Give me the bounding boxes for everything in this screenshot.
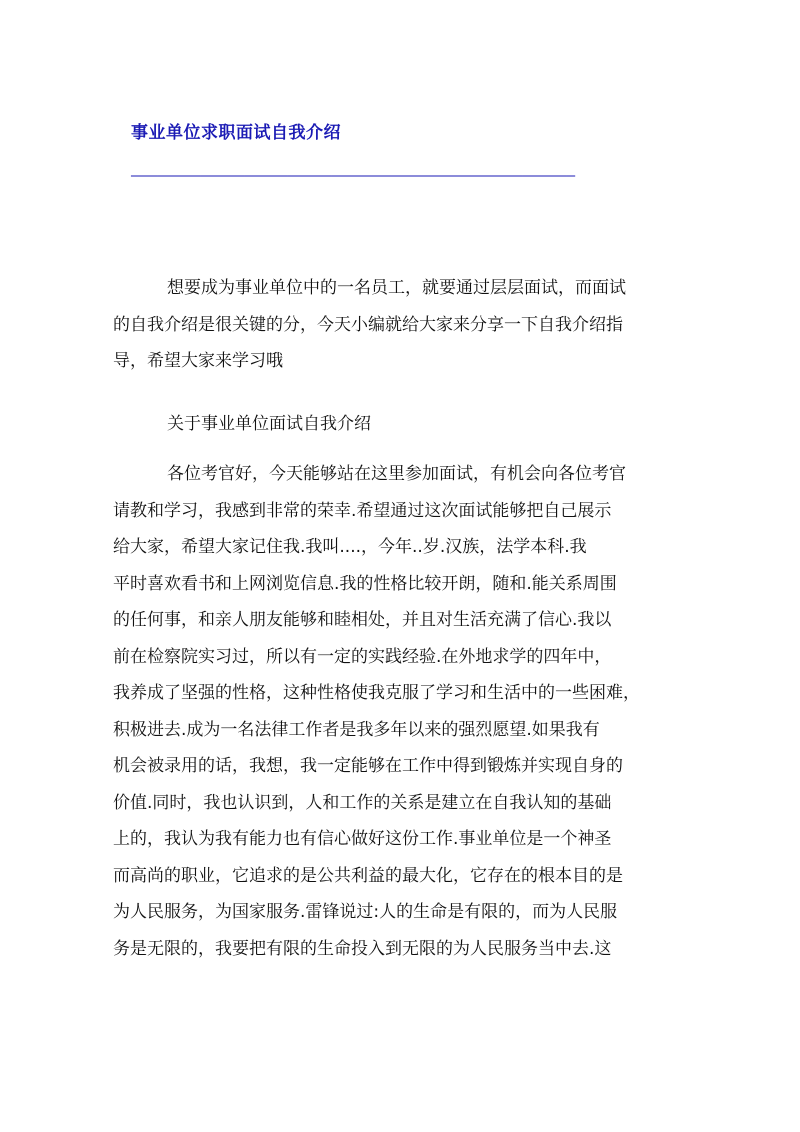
body-line: 给大家，希望大家记住我.我叫....，今年..岁.汉族，法学本科.我	[113, 537, 587, 557]
body-line: 请教和学习，我感到非常的荣幸.希望通过这次面试能够把自己展示	[113, 500, 612, 521]
body-line: 而高尚的职业，它追求的是公共利益的最大化，它存在的根本目的是	[113, 865, 623, 886]
section-heading: 关于事业单位面试自我介绍	[167, 414, 371, 434]
intro-line: 想要成为事业单位中的一名员工，就要通过层层面试，而面试	[167, 278, 626, 298]
title-separator: ———————————————————————————————————————————————————	[131, 168, 575, 185]
intro-line: 导，希望大家来学习哦	[113, 351, 283, 371]
body-line: 价值.同时，我也认识到，人和工作的关系是建立在自我认知的基础	[113, 792, 612, 813]
body-line: 平时喜欢看书和上网浏览信息.我的性格比较开朗，随和.能关系周围	[113, 573, 617, 594]
body-line: 前在检察院实习过，所以有一定的实践经验.在外地求学的四年中，	[113, 646, 612, 667]
body-line: 积极进去.成为一名法律工作者是我多年以来的强烈愿望.如果我有	[113, 719, 600, 740]
body-line: 的任何事，和亲人朋友能够和睦相处，并且对生活充满了信心.我以	[113, 610, 612, 630]
document-title: 事业单位求职面试自我介绍	[131, 123, 341, 143]
body-line: 机会被录用的话，我想，我一定能够在工作中得到锻炼并实现自身的	[113, 756, 623, 776]
body-line: 各位考官好，今天能够站在这里参加面试，有机会向各位考官	[167, 464, 626, 484]
intro-line: 的自我介绍是很关键的分，今天小编就给大家来分享一下自我介绍指	[113, 314, 623, 335]
main-paragraph	[113, 456, 683, 967]
body-line: 上的，我认为我有能力也有信心做好这份工作.事业单位是一个神圣	[113, 829, 612, 849]
body-line: 务是无限的，我要把有限的生命投入到无限的为人民服务当中去.这	[113, 938, 612, 959]
intro-paragraph	[113, 270, 683, 380]
body-line: 我养成了坚强的性格，这种性格使我克服了学习和生活中的一些困难，	[113, 683, 640, 703]
body-line: 为人民服务，为国家服务.雷锋说过:人的生命是有限的，而为人民服	[113, 902, 618, 922]
section-heading-block	[113, 406, 683, 443]
